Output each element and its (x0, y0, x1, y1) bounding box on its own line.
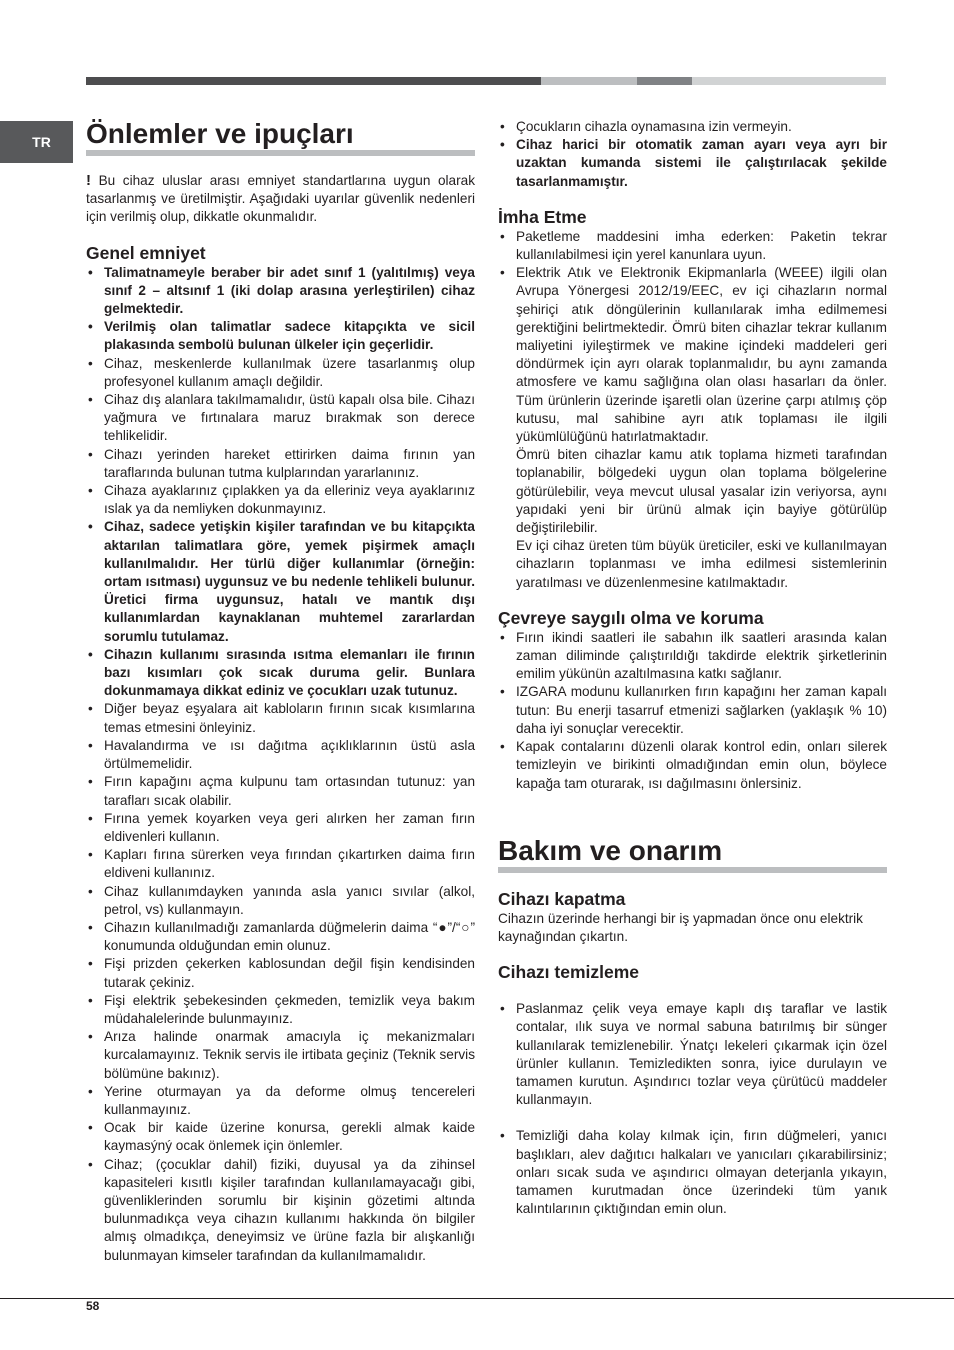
warning-mark: ! (86, 172, 91, 189)
list-item: • Talimatnameyle beraber bir adet sınıf 1 (yalıtılmış) veya sınıf 2 – altsınıf 1 (iki dolap arasına yerleştirilen) cihaz gelmektedir. (86, 264, 475, 319)
list-item: • Cihaz, sadece yetişkin kişiler tarafından ve bu kitapçıkta aktarılan talimatlara göre, yemek pişirmek amaçlı kullanılmalıdır. Her türlü diğer kullanımlar (örneğin: ortam ısıtması) uygunsuz ve bu nedenle tehlikeli bulunur. Üretici firma uygunsuz, hatalı ve mantık dışı kullanımlardan kaynaklanan muhtemel zararlardan sorumlu tutulamaz. (86, 518, 475, 645)
heading-switch-off: Cihazı kapatma (498, 888, 626, 909)
right-column (498, 118, 887, 1218)
footer-rule (0, 1298, 954, 1299)
disposal-collection-text: Ömrü biten cihazlar kamu atık toplama hizmeti tarafından toplanabilir, bölgedeki uygun olan toplama bölgelerine götürülebilir, veya mevcut ulusal yasalar izin veriyorsa, aynı yapıdaki yeni bir ürünü almak için bayiye götürülüp değiştirilebilir. (516, 447, 887, 536)
list-item: • Fırına yemek koyarken veya geri alırken her zaman fırın eldivenleri kullanın. (86, 810, 475, 846)
section-title-precautions: Önlemler ve ipuçları (86, 118, 475, 156)
switch-off-text: Cihazın üzerinde herhangi bir iş yapmadan önce onu elektrik kaynağından çıkartın. (498, 910, 863, 944)
cleaning-list (498, 1000, 887, 1218)
list-item: • Cihaz dış alanlara takılmamalıdır, üstü kapalı olsa bile. Cihazı yağmura ve fırtınalara maruz bırakmak son derece tehlikelidir. (86, 391, 475, 446)
list-item: • Cihaz, meskenlerde kullanılmak üzere tasarlanmış olup profesyonel kullanım amaçlı değildir. (86, 355, 475, 391)
list-item: • Verilmiş olan talimatlar sadece kitapçıkta ve sicil plakasında sembolü bulunan ülkeler için geçerlidir. (86, 318, 475, 354)
disposal-manufacturers-text: Ev içi cihaz üreten tüm büyük üreticiler, eski ve kullanılmayan cihazların toplanması ve imha edilmesi sistemlerinin yaratılması ve düzenlenmesine katılmaktadır. (516, 538, 887, 590)
intro-paragraph (86, 172, 475, 227)
header-bar-segment (541, 77, 637, 85)
page-number: 58 (86, 1299, 100, 1313)
list-item: • Paslanmaz çelik veya emaye kaplı dış taraflar ve lastik contalar, ılık suya ve normal sabuna batırılmış bir sünger kullanılarak temizlenebilir. Ýnatçı lekeleri çıkarmak için özel ürünler kullanın. Temizledikten sonra, iyice durulayın ve tamamen kurutun. Aşındırıcı tozlar veya çürütücü maddeler kullanmayın. (498, 1000, 887, 1109)
list-item: • Kapak contalarını düzenli olarak kontrol edin, onları silerek temizleyin ve birikinti olmadığından emin olun, böylece kapağa tam oturarak, ısı dağılmasını önlersiniz. (498, 738, 887, 793)
section-title-maintenance: Bakım ve onarım (498, 835, 887, 873)
list-item: • Havalandırma ve ısı dağıtma açıklıklarının üstü asla örtülmemelidir. (86, 737, 475, 773)
heading-cleaning: Cihazı temizleme (498, 962, 640, 983)
list-item: • Cihazın kullanımı sırasında ısıtma elemanları ile fırının bazı kısımları çok sıcak duruma gelir. Bunlara dokunmamaya dikkat ediniz ve çocukları uzak tutunuz. (86, 646, 475, 701)
list-item: • Cihaz; (çocuklar dahil) fiziki, duyusal ya da zihinsel kapasiteleri kısıtlı kişiler tarafından kullanılamayacağı gibi, güvenliklerinden sorumlu bir kişinin gözetimi altında bulunmadıkça veya cihazın kullanımı hakkında ön bilgiler almış olmadıkça, deneyimsiz ve ürüne fazla bir alışkanlığı bulunmayan kimseler tarafından da kullanılmamalıdır. (86, 1156, 475, 1265)
disposal-weee-text: • Elektrik Atık ve Elektronik Ekipmanlarla (WEEE) ilgili olan Avrupa Yönergesi 2012/19/EEC, ev içi cihazların normal şehiriçi atık döngülerinin kullanılarak imha edilmemesi gerektiğini belirtmektedir. Ömrü biten cihazlar tekrar kullanım maliyetini iyileştirmek ve makine içindeki maddeleri geri döndürmek için ayrı olarak toplanmalıdır, bu aynı zamanda atmosfere ve kamu sağlığına olan olası hasarları da önler. Tüm ürünlerin üzerinde işaretli olan üzerine çarpı atılmış çöp kutusu, mal sahibine ayrı atık toplaması ile ilgili yükümlülüğünü hatırlatmaktadır. (516, 265, 887, 445)
header-bar-segment (86, 77, 541, 85)
environment-list (498, 629, 887, 793)
list-item: • Paketleme maddesini imha ederken: Paketin tekrar kullanılabilmesi için yerel kanunlara uyun. (498, 228, 887, 264)
list-item: • Cihaz harici bir otomatik zaman ayarı veya ayrı bir uzaktan kumanda sistemi ile çalıştırılacak şekilde tasarlanmamıştır. (498, 136, 887, 191)
list-item: • Cihazın kullanılmadığı zamanlarda düğmelerin daima “●”/“○” konumunda olduğundan emin olunuz. (86, 919, 475, 955)
list-item: • IZGARA modunu kullanırken fırın kapağını her zaman kapalı tutun: Bu enerji tasarruf etmenizi sağlarken (yaklaşık % 10) daha iyi sonuçlar verecektir. (498, 683, 887, 738)
list-item: • Temizliği daha kolay kılmak için, fırın düğmeleri, yanıcı başlıkları, alev dağıtıcı halkaları ve yanıcıları çıkarabilirsiniz; onları sıcak suda ve aşındırıcı olmayan deterjanla yıkayın, tamamen kurutmadan önce üzerindeki tüm yanık kalıntılarının çıktığından emin olun. (498, 1127, 887, 1218)
list-item: • Fişi prizden çekerken kablosundan değil fişin kendisinden tutarak çekiniz. (86, 955, 475, 991)
list-item: • Arıza halinde onarmak amacıyla iç mekanizmaları kurcalamayınız. Teknik servis ile irtibata geçiniz (Teknik servis bölümüne bakınız). (86, 1028, 475, 1083)
language-tab: TR (0, 121, 73, 163)
disposal-list (498, 228, 887, 592)
left-column (86, 118, 475, 1265)
list-item: • Ocak bir kaide üzerine konursa, gerekli almak kaide kaymasýný ocak önlemek için önlemler. (86, 1119, 475, 1155)
list-item: • Fırın ikindi saatleri ile sabahın ilk saatleri arasında kalan zaman diliminde çalıştırıldığı takdirde elektrik şirketlerinin emilim yükünün azaltılmasına katkı sağlanır. (498, 629, 887, 684)
heading-environment: Çevreye saygılı olma ve koruma (498, 607, 764, 628)
list-item: • Yerine oturmayan ya da deforme olmuş tencereleri kullanmayınız. (86, 1083, 475, 1119)
list-item: • Fişi elektrik şebekesinden çekmeden, temizlik veya bakım müdahalelerinde bulunmayınız. (86, 992, 475, 1028)
heading-disposal: İmha Etme (498, 206, 587, 227)
general-safety-list (86, 264, 475, 1265)
header-bar-segment (637, 77, 692, 85)
list-item: • Çocukların cihazla oynamasına izin vermeyin. (498, 118, 887, 136)
list-item: • Cihaza ayaklarınız çıplakken ya da elleriniz veya ayaklarınız ıslak ya da nemliyken dokunmayınız. (86, 482, 475, 518)
list-item: • Cihazı yerinden hareket ettirirken daima fırının yan taraflarında bulunan tutma kulplarından yararlanınız. (86, 446, 475, 482)
intro-text: Bu cihaz uluslar arası emniyet standartlarına uygun olarak tasarlanmış ve üretilmiştir. Aşağıdaki uyarılar güvenlik nedenleri için verilmiş olup, dikkatle okunmalıdır. (86, 173, 475, 225)
heading-general-safety: Genel emniyet (86, 242, 206, 263)
list-item (498, 264, 887, 592)
list-item: • Diğer beyaz eşyalara ait kabloların fırının sıcak kısımlarına temas etmesini önleyiniz. (86, 700, 475, 736)
list-item: • Kapları fırına sürerken veya fırından çıkartırken daima fırın eldiveni kullanınız. (86, 846, 475, 882)
header-bar-segment (692, 77, 886, 85)
list-item: • Cihaz kullanımdayken yanında asla yanıcı sıvılar (alkol, petrol, vs) kullanmayın. (86, 883, 475, 919)
list-item: • Fırın kapağını açma kulpunu tam ortasından tutunuz: yan tarafları sıcak olabilir. (86, 773, 475, 809)
continued-safety-list (498, 118, 887, 191)
header-color-bar (86, 77, 886, 85)
